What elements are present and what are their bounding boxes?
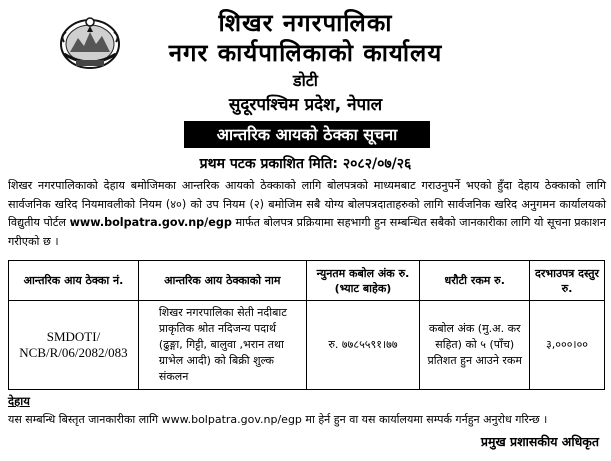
header-bid-document-fee: दरभाउपत्र दस्तुर रु. [530, 261, 605, 301]
bid-document-fee-cell: ३,०००।०० [530, 301, 605, 390]
signatory-title: प्रमुख प्रशासकीय अधिकृत [480, 434, 599, 449]
header-contract-number: आन्तरिक आय ठेक्का नं. [9, 261, 139, 301]
note-text: यस सम्बन्धि बिस्तृत जानकारीका लागि www.bolpatra.gov.np/egp मा हेर्न हुन वा यस कार्यालयमा सम्पर्क गर्नहुन अनुरोध गरिन्छ । [8, 413, 548, 426]
municipality-title: शिखर नगरपालिका [218, 9, 393, 37]
minimum-bid-cell: रु. ७७८५५९१।७७ [306, 301, 420, 390]
deposit-amount-cell: कबोल अंक (मु.अ. कर सहित) को ५ (पाँच) प्रतिशत हुन आउने रकम [420, 301, 530, 390]
published-date: प्रथम पटक प्रकाशित मिति: २०८२/०७/२६ [199, 156, 412, 172]
contract-number-line1: SMDOTI/ [46, 329, 101, 344]
notice-body-part2: मार्फत बोलपत्र प्रक्रियामा सहभागी हुन सम्बन्धित सबैको जानकारीका लागि यो सूचना प्रकाशन गरीएको छ । [8, 216, 606, 248]
header-contract-name: आन्तरिक आय ठेक्काको नाम [138, 261, 306, 301]
notice-body-part1: शिखर नगरपालिकाको देहाय बमोजिमका आन्तरिक आयको ठेक्काको लागि बोलपत्रको माध्यमबाट गराउनुपर्ने भएको हुँदा देहाय ठेक्काको लागि सार्वजनिक खरिद नियमावलीको नियम (४०) को उप नियम (२) बमोजिम सबै योग्य बोलपत्रदाताहरुको लागि सार्वजनिक खरिद अनुगमन कार्यालयको विद्युतीय पोर्टल [8, 179, 606, 229]
tender-table [8, 260, 605, 390]
province-name: सुदूरपश्चिम प्रदेश, नेपाल [228, 95, 383, 115]
header-deposit-amount: धरौटी रकम रु. [420, 261, 530, 301]
table-row [9, 301, 605, 390]
contract-number-line2: NCB/R/06/2082/083 [19, 345, 128, 360]
note-title: देहाय [8, 394, 30, 408]
header-minimum-bid: न्युनतम कबोल अंक रु. (भ्याट बाहेक) [306, 261, 420, 301]
notice-title-banner: आन्तरिक आयको ठेक्का सूचना [184, 121, 430, 148]
notice-body [8, 177, 606, 251]
table-header-row [9, 261, 605, 301]
egp-portal-link: www.bolpatra.gov.np/egp [69, 216, 232, 229]
office-title: नगर कार्यपालिकाको कार्यालय [168, 39, 443, 67]
contract-number-cell [9, 301, 139, 390]
district-name: डोटी [293, 71, 318, 90]
contract-name-cell: शिखर नगरपालिका सेती नदीबाट प्राकृतिक श्रोत नदिजन्य पदार्थ (ढुङ्गा, गिट्टी, बालुवा ,भरान तथा ग्राभेल आदी) को बिक्री शुल्क संकलन [138, 301, 306, 390]
